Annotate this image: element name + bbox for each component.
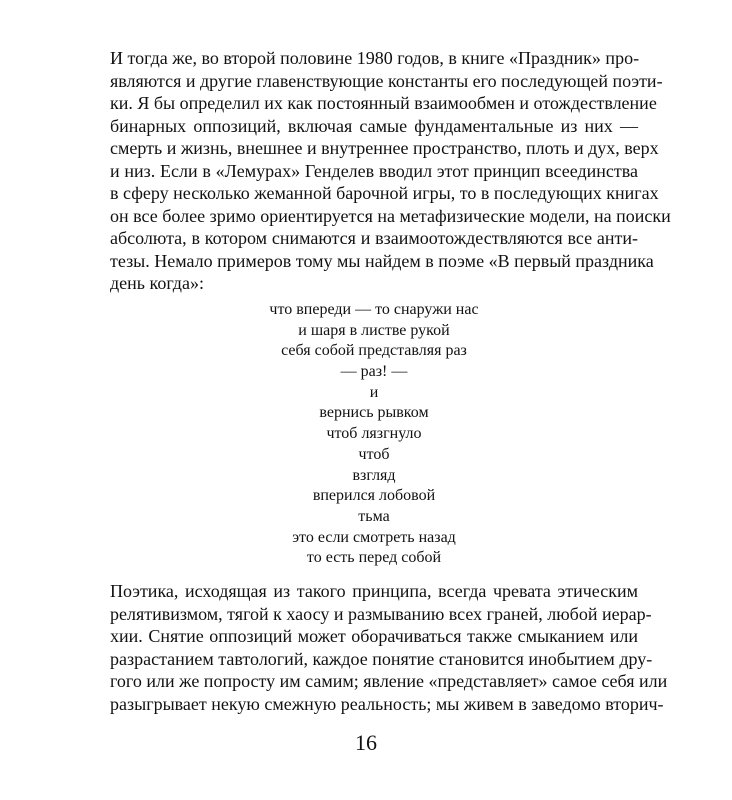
poem-line: вернись рывком — [319, 404, 429, 422]
text-line: смерть и жизнь, внешнее и внутреннее пространство, плоть и дух, верх — [110, 138, 659, 158]
text-line: в сферу несколько жеманной барочной игры, то в последующих книгах — [110, 183, 659, 203]
poem-line: тьма — [358, 507, 390, 525]
text-line: хии. Снятие оппозиций может оборачиваться также смыканием или — [110, 626, 638, 646]
text-line: релятивизмом, тягой к хаосу и размыванию всех граней, любой иерар- — [110, 603, 652, 624]
text-line: бинарных оппозиций, включая самые фундаментальные из них — — [110, 115, 638, 136]
poem-line: вперился лобовой — [312, 487, 436, 505]
paragraph-1 — [110, 47, 671, 295]
poem-quote — [110, 300, 638, 569]
poem-line: себя собой представляя раз — [281, 342, 467, 360]
text-line: И тогда же, во второй половине 1980 годов, в книге «Праздник» про- — [110, 48, 640, 68]
poem-line: взгляд — [352, 466, 396, 484]
text-line: разрастанием тавтологий, каждое понятие становится инобытием дру- — [110, 648, 653, 669]
paragraph-2 — [110, 580, 668, 715]
poem-line: что впереди — то снаружи нас — [269, 301, 479, 318]
poem-line: — раз! — — [340, 363, 408, 381]
text-line: гого или же попросту им самим; явление «представляет» самое себя или — [110, 671, 668, 691]
text-line: абсолюта, в котором снимаются и взаимоотождествляются все анти- — [110, 228, 638, 248]
text-line: разыгрывает некую смежную реальность; мы живем в заведомо вторич- — [110, 693, 664, 714]
text-line: и низ. Если в «Лемурах» Генделев вводил этот принцип всеединства — [110, 160, 638, 181]
poem-line: то есть перед собой — [306, 549, 442, 567]
text-line: Поэтика, исходящая из такого принципа, всегда чревата этическим — [110, 581, 638, 601]
poem-line: чтоб — [358, 445, 390, 463]
text-line: день когда»: — [110, 273, 204, 293]
poem-line: это если смотреть назад — [292, 528, 456, 546]
page-number: 16 — [355, 730, 377, 755]
poem-line: и шаря в листве рукой — [298, 321, 450, 339]
text-line: являются и другие главенствующие константы его последующей поэти- — [110, 70, 663, 91]
text-line: он все более зримо ориентируется на метафизические модели, на поиски — [110, 205, 671, 226]
poem-line: и — [369, 383, 379, 401]
poem-line: чтоб лязгнуло — [326, 425, 422, 443]
text-line: тезы. Немало примеров тому мы найдем в поэме «В первый праздника — [110, 250, 654, 271]
text-line: ки. Я бы определил их как постоянный взаимообмен и отождествление — [110, 93, 657, 113]
